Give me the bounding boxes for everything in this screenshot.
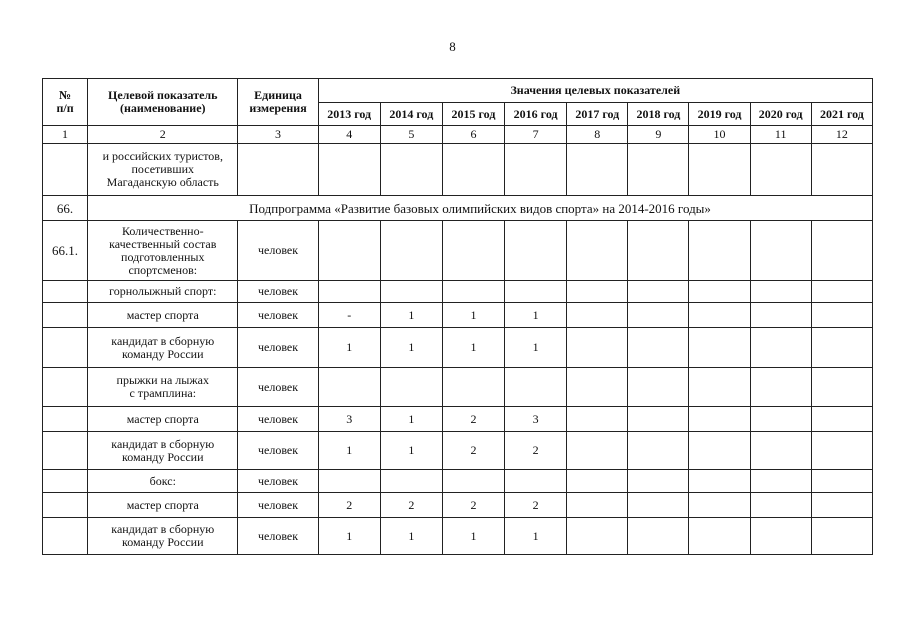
- value-cell: 1: [442, 303, 504, 328]
- unit-cell: [238, 144, 318, 196]
- indicator-name: прыжки на лыжах с трамплина:: [88, 368, 238, 407]
- value-cell: [750, 407, 811, 432]
- indicator-name: кандидат в сборную команду России: [88, 328, 238, 368]
- header-year: 2014 год: [380, 103, 442, 126]
- value-cell: 1: [318, 432, 380, 470]
- header-indicator: Целевой показатель (наименование): [88, 79, 238, 126]
- value-cell: [811, 518, 872, 555]
- value-cell: 1: [380, 407, 442, 432]
- target-indicators-table: [42, 78, 873, 555]
- unit-cell: человек: [238, 303, 318, 328]
- value-cell: [628, 221, 689, 281]
- value-cell: [750, 281, 811, 303]
- value-cell: [567, 368, 628, 407]
- value-cell: [811, 407, 872, 432]
- column-number: 3: [238, 126, 318, 144]
- column-number: 12: [811, 126, 872, 144]
- column-number: 10: [689, 126, 750, 144]
- row-number: [43, 432, 88, 470]
- indicator-name: мастер спорта: [88, 407, 238, 432]
- value-cell: [750, 518, 811, 555]
- indicator-name: мастер спорта: [88, 303, 238, 328]
- value-cell: [628, 144, 689, 196]
- value-cell: 2: [380, 493, 442, 518]
- value-cell: [689, 518, 750, 555]
- column-number: 9: [628, 126, 689, 144]
- row-number: 66.: [43, 196, 88, 221]
- indicator-name: кандидат в сборную команду России: [88, 518, 238, 555]
- value-cell: [750, 493, 811, 518]
- value-cell: 2: [442, 432, 504, 470]
- table-row: [43, 493, 873, 518]
- header-year: 2018 год: [628, 103, 689, 126]
- value-cell: [689, 368, 750, 407]
- value-cell: [811, 144, 872, 196]
- table-row: [43, 328, 873, 368]
- value-cell: 2: [505, 432, 567, 470]
- header-year: 2021 год: [811, 103, 872, 126]
- subprogram-title: Подпрограмма «Развитие базовых олимпийских видов спорта» на 2014-2016 годы»: [88, 196, 873, 221]
- value-cell: [689, 144, 750, 196]
- value-cell: 1: [505, 303, 567, 328]
- value-cell: 1: [505, 328, 567, 368]
- value-cell: [628, 303, 689, 328]
- value-cell: [442, 281, 504, 303]
- column-number: 8: [567, 126, 628, 144]
- value-cell: 1: [442, 328, 504, 368]
- row-number: [43, 144, 88, 196]
- value-cell: [628, 432, 689, 470]
- unit-cell: человек: [238, 328, 318, 368]
- value-cell: [811, 281, 872, 303]
- table-row: [43, 221, 873, 281]
- value-cell: [567, 518, 628, 555]
- indicator-name: горнолыжный спорт:: [88, 281, 238, 303]
- value-cell: 2: [318, 493, 380, 518]
- table-row: [43, 368, 873, 407]
- table-row: [43, 432, 873, 470]
- value-cell: [505, 368, 567, 407]
- indicator-name: бокс:: [88, 470, 238, 493]
- indicator-name: Количественно- качественный состав подготовленных спортсменов:: [88, 221, 238, 281]
- value-cell: [811, 328, 872, 368]
- unit-cell: человек: [238, 368, 318, 407]
- row-number: [43, 407, 88, 432]
- value-cell: [318, 144, 380, 196]
- value-cell: [567, 407, 628, 432]
- value-cell: 2: [442, 493, 504, 518]
- value-cell: 1: [380, 518, 442, 555]
- value-cell: [567, 432, 628, 470]
- unit-cell: человек: [238, 518, 318, 555]
- value-cell: [442, 368, 504, 407]
- value-cell: [689, 303, 750, 328]
- row-number: [43, 303, 88, 328]
- value-cell: [380, 470, 442, 493]
- value-cell: [628, 470, 689, 493]
- table-body: [43, 144, 873, 555]
- value-cell: [628, 281, 689, 303]
- unit-cell: человек: [238, 281, 318, 303]
- value-cell: 2: [505, 493, 567, 518]
- row-number: [43, 518, 88, 555]
- value-cell: [567, 470, 628, 493]
- header-year: 2015 год: [442, 103, 504, 126]
- value-cell: 2: [442, 407, 504, 432]
- header-year: 2016 год: [505, 103, 567, 126]
- value-cell: [811, 470, 872, 493]
- indicator-name: и российских туристов, посетивших Магаданскую область: [88, 144, 238, 196]
- value-cell: [811, 493, 872, 518]
- column-number: 4: [318, 126, 380, 144]
- value-cell: [811, 303, 872, 328]
- column-numbers-row: [43, 126, 873, 144]
- row-number: [43, 368, 88, 407]
- table-row: [43, 281, 873, 303]
- value-cell: [689, 470, 750, 493]
- header-num: № п/п: [43, 79, 88, 126]
- table-row: [43, 470, 873, 493]
- header-values-group: Значения целевых показателей: [318, 79, 872, 103]
- value-cell: 1: [380, 328, 442, 368]
- table-row: [43, 303, 873, 328]
- value-cell: [689, 221, 750, 281]
- unit-cell: человек: [238, 407, 318, 432]
- value-cell: [318, 281, 380, 303]
- value-cell: 1: [442, 518, 504, 555]
- column-number: 5: [380, 126, 442, 144]
- value-cell: 1: [380, 303, 442, 328]
- value-cell: 3: [318, 407, 380, 432]
- value-cell: -: [318, 303, 380, 328]
- value-cell: [318, 221, 380, 281]
- value-cell: [318, 368, 380, 407]
- unit-cell: человек: [238, 470, 318, 493]
- value-cell: [442, 221, 504, 281]
- value-cell: [380, 368, 442, 407]
- value-cell: [567, 144, 628, 196]
- unit-cell: человек: [238, 493, 318, 518]
- value-cell: 1: [318, 518, 380, 555]
- value-cell: [442, 470, 504, 493]
- column-number: 2: [88, 126, 238, 144]
- value-cell: [380, 281, 442, 303]
- header-year: 2020 год: [750, 103, 811, 126]
- table-row: [43, 144, 873, 196]
- value-cell: [628, 328, 689, 368]
- header-unit: Единица измерения: [238, 79, 318, 126]
- value-cell: [811, 432, 872, 470]
- value-cell: [318, 470, 380, 493]
- value-cell: [750, 470, 811, 493]
- value-cell: [750, 303, 811, 328]
- column-number: 7: [505, 126, 567, 144]
- column-number: 1: [43, 126, 88, 144]
- value-cell: [628, 493, 689, 518]
- value-cell: [689, 407, 750, 432]
- value-cell: [380, 144, 442, 196]
- value-cell: [567, 221, 628, 281]
- value-cell: [505, 221, 567, 281]
- value-cell: [628, 407, 689, 432]
- value-cell: [811, 368, 872, 407]
- value-cell: [689, 493, 750, 518]
- header-year: 2013 год: [318, 103, 380, 126]
- column-number: 11: [750, 126, 811, 144]
- row-number: [43, 328, 88, 368]
- value-cell: 3: [505, 407, 567, 432]
- value-cell: [567, 303, 628, 328]
- value-cell: [380, 221, 442, 281]
- value-cell: [750, 328, 811, 368]
- table-row: [43, 518, 873, 555]
- value-cell: [567, 281, 628, 303]
- value-cell: [505, 281, 567, 303]
- value-cell: [689, 432, 750, 470]
- value-cell: [750, 432, 811, 470]
- table-row: [43, 407, 873, 432]
- subprogram-row: [43, 196, 873, 221]
- header-year: 2017 год: [567, 103, 628, 126]
- value-cell: [442, 144, 504, 196]
- value-cell: 1: [380, 432, 442, 470]
- row-number: [43, 470, 88, 493]
- row-number: [43, 493, 88, 518]
- unit-cell: человек: [238, 221, 318, 281]
- value-cell: [567, 328, 628, 368]
- value-cell: [567, 493, 628, 518]
- value-cell: [689, 281, 750, 303]
- value-cell: [750, 368, 811, 407]
- row-number: 66.1.: [43, 221, 88, 281]
- value-cell: [505, 144, 567, 196]
- value-cell: [628, 368, 689, 407]
- value-cell: [628, 518, 689, 555]
- column-number: 6: [442, 126, 504, 144]
- value-cell: 1: [318, 328, 380, 368]
- value-cell: [505, 470, 567, 493]
- header-year: 2019 год: [689, 103, 750, 126]
- value-cell: [750, 221, 811, 281]
- value-cell: 1: [505, 518, 567, 555]
- row-number: [43, 281, 88, 303]
- indicator-name: мастер спорта: [88, 493, 238, 518]
- page-number: 8: [449, 39, 456, 54]
- value-cell: [689, 328, 750, 368]
- value-cell: [750, 144, 811, 196]
- indicator-name: кандидат в сборную команду России: [88, 432, 238, 470]
- value-cell: [811, 221, 872, 281]
- unit-cell: человек: [238, 432, 318, 470]
